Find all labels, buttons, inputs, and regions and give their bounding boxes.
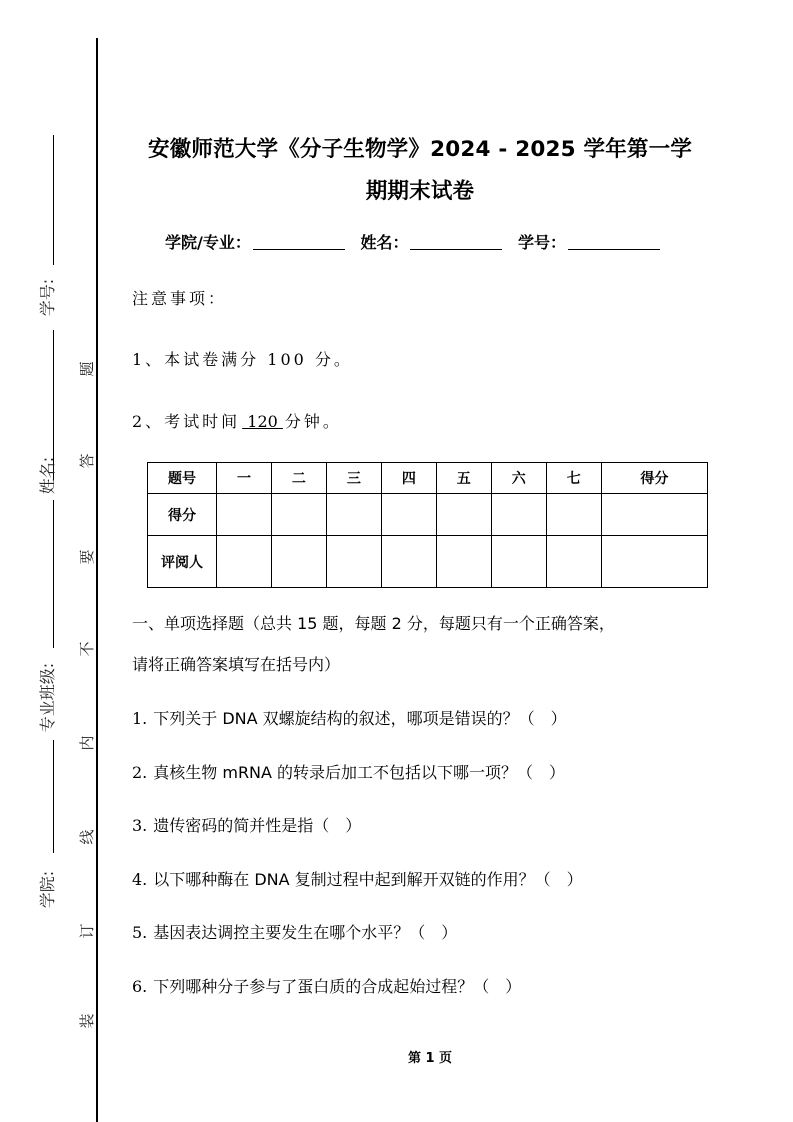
seal-char: 要 <box>78 549 96 565</box>
seal-char: 装 <box>78 1013 96 1029</box>
margin-student-id-label: 学号: <box>38 278 58 317</box>
score-cell[interactable] <box>601 494 707 536</box>
header-cell: 五 <box>436 463 491 494</box>
header-cell: 一 <box>217 463 272 494</box>
question-number: 5. <box>132 923 148 942</box>
page-number: 第 1 页 <box>407 1051 453 1066</box>
name-blank[interactable] <box>410 233 502 250</box>
college-field-line[interactable] <box>53 740 54 853</box>
reviewer-cell[interactable] <box>546 536 601 588</box>
score-cell[interactable] <box>381 494 436 536</box>
header-cell: 七 <box>546 463 601 494</box>
seal-char: 不 <box>78 641 96 657</box>
exam-title-line1: 安徽师范大学《分子生物学》2024 - 2025 学年第一学 <box>147 137 693 162</box>
header-cell: 四 <box>381 463 436 494</box>
student-id-label: 学号： <box>518 233 567 252</box>
student-id-blank[interactable] <box>568 233 660 250</box>
exam-duration-value: 120 <box>242 412 283 431</box>
margin-college-label: 学院: <box>38 870 58 909</box>
seal-char: 线 <box>78 829 96 845</box>
notes-heading: 注意事项： <box>132 289 228 308</box>
score-cell[interactable] <box>217 494 272 536</box>
score-cell[interactable] <box>271 494 326 536</box>
question-number: 6. <box>132 977 148 996</box>
question-item <box>132 813 361 836</box>
question-item <box>132 706 567 729</box>
score-cell[interactable] <box>326 494 381 536</box>
header-cell: 三 <box>326 463 381 494</box>
reviewer-cell[interactable] <box>601 536 707 588</box>
student-id-field-line[interactable] <box>53 135 54 265</box>
margin-name-label: 姓名: <box>38 456 58 495</box>
reviewer-cell[interactable] <box>217 536 272 588</box>
question-text: 以下哪种酶在 DNA 复制过程中起到解开双链的作用？（ ） <box>153 870 583 889</box>
college-major-label: 学院/专业： <box>165 233 251 252</box>
note-item-2 <box>132 409 342 432</box>
reviewer-cell[interactable] <box>326 536 381 588</box>
seal-char: 答 <box>78 453 96 469</box>
note-item-1: 1、本试卷满分 100 分。 <box>132 350 353 369</box>
question-number: 3. <box>132 816 148 835</box>
question-text: 下列哪种分子参与了蛋白质的合成起始过程？（ ） <box>153 977 522 996</box>
question-item <box>132 974 521 997</box>
question-text: 基因表达调控主要发生在哪个水平？（ ） <box>153 923 458 942</box>
question-number: 4. <box>132 870 148 889</box>
row-label: 得分 <box>148 494 217 536</box>
header-cell: 二 <box>271 463 326 494</box>
header-cell: 得分 <box>601 463 707 494</box>
question-item <box>132 920 457 943</box>
seal-char: 订 <box>78 923 96 939</box>
question-item <box>132 867 583 890</box>
note-item-2-suffix: 分钟。 <box>284 412 342 431</box>
reviewer-cell[interactable] <box>491 536 546 588</box>
reviewer-cell[interactable] <box>436 536 491 588</box>
score-cell[interactable] <box>436 494 491 536</box>
question-text: 下列关于 DNA 双螺旋结构的叙述，哪项是错误的？（ ） <box>153 709 567 728</box>
score-table <box>147 462 708 588</box>
reviewer-cell[interactable] <box>381 536 436 588</box>
name-label: 姓名： <box>360 233 409 252</box>
seal-char: 内 <box>78 735 96 751</box>
score-cell[interactable] <box>491 494 546 536</box>
student-info-row <box>165 230 670 253</box>
seal-char: 题 <box>78 361 96 377</box>
score-table-header-row <box>148 463 708 494</box>
score-row <box>148 494 708 536</box>
section1-instructions-line1: 一、单项选择题（总共 15 题，每题 2 分，每题只有一个正确答案， <box>132 614 615 633</box>
header-cell: 六 <box>491 463 546 494</box>
header-cell: 题号 <box>148 463 217 494</box>
section1-instructions-line2: 请将正确答案填写在括号内） <box>132 655 341 674</box>
question-text: 真核生物 mRNA 的转录后加工不包括以下哪一项？（ ） <box>153 763 566 782</box>
question-item <box>132 760 565 783</box>
college-major-blank[interactable] <box>253 233 345 250</box>
binding-line <box>96 38 98 1122</box>
note-item-2-prefix: 2、考试时间 <box>132 412 241 431</box>
score-cell[interactable] <box>546 494 601 536</box>
question-number: 2. <box>132 763 148 782</box>
reviewer-row <box>148 536 708 588</box>
row-label: 评阅人 <box>148 536 217 588</box>
reviewer-cell[interactable] <box>271 536 326 588</box>
exam-title-line2: 期期末试卷 <box>365 179 475 204</box>
major-class-field-line[interactable] <box>53 500 54 648</box>
question-text: 遗传密码的简并性是指（ ） <box>153 816 362 835</box>
question-number: 1. <box>132 709 148 728</box>
margin-major-class-label: 专业班级: <box>38 662 58 733</box>
